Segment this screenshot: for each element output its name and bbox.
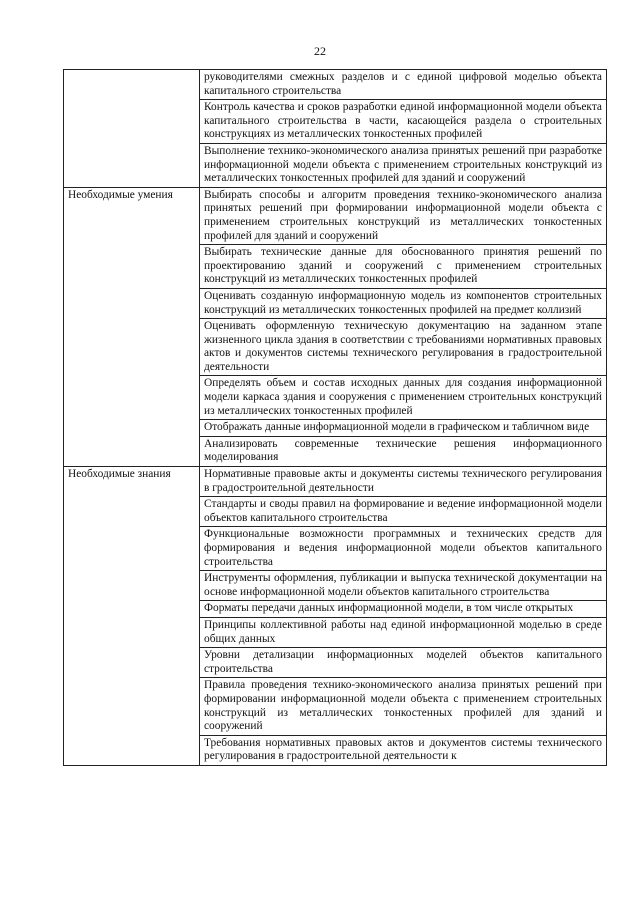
requirement-text: Оценивать оформленную техническую документацию на заданном этапе жизненного цикла здания в соответствии с требованиями нормативных правовых актов и документов системы технического регулирования в градостроительной деятельности	[200, 319, 607, 376]
requirement-text: Уровни детализации информационных моделей объектов капитального строительства	[200, 648, 607, 678]
requirement-text: Выбирать способы и алгоритм проведения технико-экономического анализа принятых решений при формировании информационной модели объекта с применением строительных конструкций из металлических тонкостенных профилей для зданий и сооружений	[200, 187, 607, 244]
requirement-text: Принципы коллективной работы над единой информационной моделью в среде общих данных	[200, 617, 607, 647]
requirement-text: Определять объем и состав исходных данных для создания информационной модели каркаса здания и сооружения с применением строительных конструкций из металлических тонкостенных профилей	[200, 376, 607, 420]
requirement-text: Стандарты и своды правил на формирование и ведение информационной модели объектов капитального строительства	[200, 497, 607, 527]
requirement-text: Функциональные возможности программных и технических средств для формирования и ведения информационной модели объектов капитального строительства	[200, 527, 607, 571]
requirement-text: Выполнение технико-экономического анализа принятых решений при разработке информационной модели объекта с применением строительных конструкций из металлических тонкостенных профилей для зданий и сооружений	[200, 143, 607, 187]
requirement-text: Форматы передачи данных информационной модели, в том числе открытых	[200, 601, 607, 618]
requirement-text: Контроль качества и сроков разработки единой информационной модели объекта капитального строительства в части, касающейся раздела о строительных конструкциях из металлических тонкостенных профилей	[200, 100, 607, 144]
requirement-text: Отображать данные информационной модели в графическом и табличном виде	[200, 420, 607, 437]
requirement-text: Оценивать созданную информационную модель из компонентов строительных конструкций из металлических тонкостенных профилей на предмет коллизий	[200, 288, 607, 318]
section-label: Необходимые умения	[64, 187, 200, 466]
table-row	[64, 187, 607, 244]
competency-table-body	[64, 70, 607, 766]
section-label	[64, 70, 200, 188]
table-row	[64, 70, 607, 100]
requirement-text: Выбирать технические данные для обоснованного принятия решений по проектированию зданий и сооружений с применением строительных конструкций из металлических тонкостенных профилей	[200, 245, 607, 289]
requirement-text: Нормативные правовые акты и документы системы технического регулирования в градостроительной деятельности	[200, 467, 607, 497]
requirement-text: Анализировать современные технические решения информационного моделирования	[200, 436, 607, 466]
competency-table	[63, 69, 607, 766]
requirement-text: Правила проведения технико-экономического анализа принятых решений при формировании информационной модели объекта с применением строительных конструкций из металлических тонкостенных профилей для зданий и сооружений	[200, 678, 607, 735]
requirement-text: Инструменты оформления, публикации и выпуска технической документации на основе информационной модели объектов капитального строительства	[200, 571, 607, 601]
requirement-text: Требования нормативных правовых актов и документов системы технического регулирования в градостроительной деятельности к	[200, 735, 607, 765]
section-label: Необходимые знания	[64, 467, 200, 766]
page-number: 22	[314, 44, 326, 58]
requirement-text: руководителями смежных разделов и с единой цифровой моделью объекта капитального строительства	[200, 70, 607, 100]
table-row	[64, 467, 607, 497]
